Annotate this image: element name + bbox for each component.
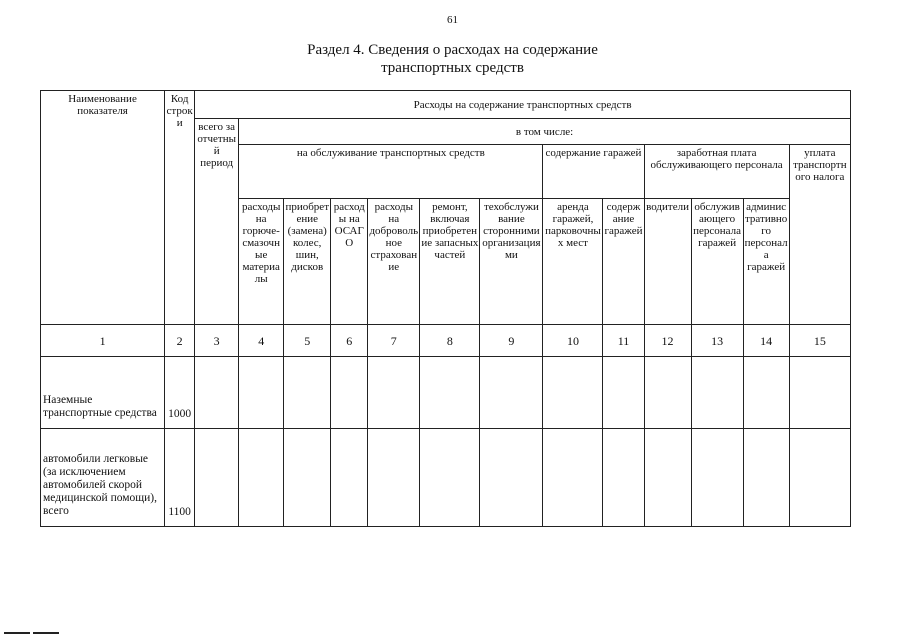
data-cell <box>480 357 543 429</box>
data-cell <box>284 429 331 527</box>
column-number: 14 <box>743 325 789 357</box>
header-row-1 <box>41 91 851 119</box>
expenses-table <box>40 90 851 527</box>
data-cell <box>368 429 420 527</box>
row-name: автомобили легковые (за исключением автомобилей скорой медицинской помощи), всего <box>41 429 165 527</box>
data-cell <box>239 429 284 527</box>
header-garage-staff: обслуживающего персонала гаражей <box>691 199 743 325</box>
data-cell <box>789 429 850 527</box>
data-cell <box>644 357 691 429</box>
header-admin-staff: административного персонала гаражей <box>743 199 789 325</box>
header-repair: ремонт, включая приобретение запасных частей <box>420 199 480 325</box>
data-cell <box>691 357 743 429</box>
data-cell <box>368 357 420 429</box>
data-cell <box>543 429 603 527</box>
data-cell <box>644 429 691 527</box>
header-fuel: расходы на горюче-смазочные материалы <box>239 199 284 325</box>
header-code: Код строки <box>165 91 195 325</box>
column-number: 7 <box>368 325 420 357</box>
data-cell <box>543 357 603 429</box>
section-title <box>0 41 905 77</box>
column-number: 3 <box>195 325 239 357</box>
footer-mark <box>4 628 62 637</box>
column-number: 10 <box>543 325 603 357</box>
data-cell <box>420 429 480 527</box>
column-number: 8 <box>420 325 480 357</box>
column-number: 11 <box>603 325 644 357</box>
header-wheels: приобретение (замена) колес, шин, дисков <box>284 199 331 325</box>
section-title-line-2: транспортных средств <box>381 60 524 76</box>
data-cell <box>195 357 239 429</box>
header-osago: расходы на ОСАГО <box>331 199 368 325</box>
data-cell <box>480 429 543 527</box>
row-name: Наземные транспортные средства <box>41 357 165 429</box>
section-title-line-1: Раздел 4. Сведения о расходах на содержание <box>307 42 598 58</box>
data-cell <box>603 357 644 429</box>
column-number: 4 <box>239 325 284 357</box>
data-cell <box>743 429 789 527</box>
data-cell <box>691 429 743 527</box>
data-cell <box>743 357 789 429</box>
header-drivers: водители <box>644 199 691 325</box>
row-code: 1100 <box>165 429 195 527</box>
data-cell <box>331 429 368 527</box>
column-number: 1 <box>41 325 165 357</box>
header-salary: заработная плата обслуживающего персонала <box>644 145 789 199</box>
column-number: 13 <box>691 325 743 357</box>
data-cell <box>239 357 284 429</box>
column-number: 2 <box>165 325 195 357</box>
header-expenses: Расходы на содержание транспортных средств <box>195 91 851 119</box>
header-service: на обслуживание транспортных средств <box>239 145 543 199</box>
header-garages: содержание гаражей <box>543 145 644 199</box>
header-garage-rent: аренда гаражей, парковочных мест <box>543 199 603 325</box>
header-garage-maintenance: содержание гаражей <box>603 199 644 325</box>
row-code: 1000 <box>165 357 195 429</box>
header-including: в том числе: <box>239 119 851 145</box>
header-tax: уплата транспортного налога <box>789 145 850 325</box>
header-total: всего за отчетный период <box>195 119 239 325</box>
column-number: 9 <box>480 325 543 357</box>
data-cell <box>420 357 480 429</box>
column-number: 6 <box>331 325 368 357</box>
column-number-row <box>41 325 851 357</box>
data-cell <box>603 429 644 527</box>
column-number: 12 <box>644 325 691 357</box>
data-cell <box>331 357 368 429</box>
table-row <box>41 357 851 429</box>
header-name: Наименование показателя <box>41 91 165 325</box>
column-number: 15 <box>789 325 850 357</box>
column-number: 5 <box>284 325 331 357</box>
page-number: 61 <box>447 14 458 26</box>
data-cell <box>195 429 239 527</box>
header-tech-service: техобслуживание сторонними организациями <box>480 199 543 325</box>
table-row <box>41 429 851 527</box>
data-cell <box>284 357 331 429</box>
data-cell <box>789 357 850 429</box>
header-voluntary-insurance: расходы на добровольное страхование <box>368 199 420 325</box>
